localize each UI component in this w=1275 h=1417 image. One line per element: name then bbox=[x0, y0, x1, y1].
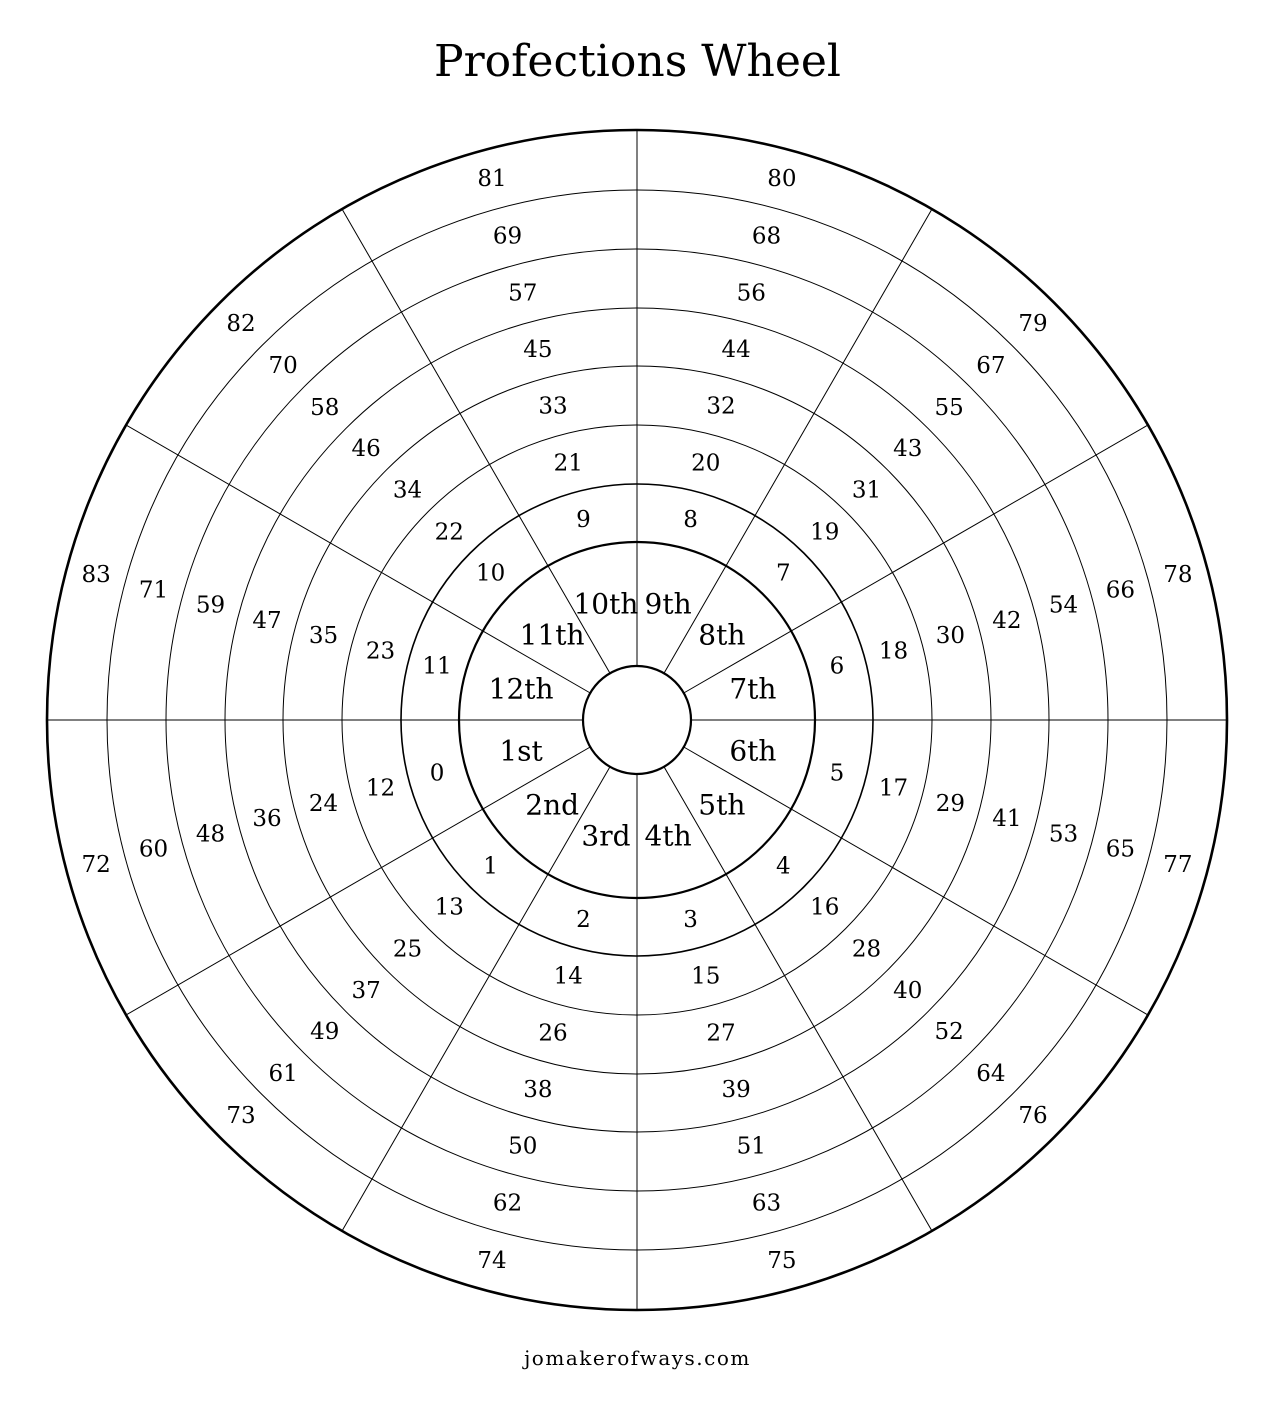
age-label: 4 bbox=[776, 853, 791, 880]
age-label: 78 bbox=[1163, 562, 1193, 589]
age-label: 51 bbox=[736, 1133, 766, 1160]
age-label: 59 bbox=[195, 592, 226, 619]
age-label: 24 bbox=[308, 790, 339, 817]
spoke-line bbox=[664, 209, 932, 673]
age-label: 18 bbox=[878, 638, 909, 665]
wheel-lines bbox=[47, 130, 1227, 1310]
age-label: 82 bbox=[226, 311, 256, 338]
age-label: 34 bbox=[392, 477, 423, 504]
age-label: 54 bbox=[1048, 592, 1079, 619]
page-title: Profections Wheel bbox=[434, 36, 841, 87]
age-label: 2 bbox=[576, 906, 591, 933]
age-label: 55 bbox=[934, 394, 964, 421]
age-label: 12 bbox=[365, 775, 396, 802]
age-label: 38 bbox=[523, 1076, 553, 1103]
center-circle bbox=[583, 666, 691, 774]
age-label: 63 bbox=[751, 1190, 782, 1217]
age-label: 83 bbox=[81, 562, 111, 589]
house-label-10th: 10th bbox=[573, 587, 639, 621]
house-label-5th: 5th bbox=[698, 788, 746, 822]
age-label: 57 bbox=[508, 280, 538, 307]
age-label: 39 bbox=[721, 1076, 751, 1103]
age-label: 11 bbox=[422, 653, 452, 680]
age-label: 29 bbox=[935, 790, 966, 817]
age-label: 27 bbox=[706, 1020, 736, 1047]
age-label: 80 bbox=[767, 166, 797, 193]
house-label-11th: 11th bbox=[519, 618, 585, 652]
age-label: 67 bbox=[976, 353, 1006, 380]
age-label: 49 bbox=[310, 1019, 340, 1046]
age-label: 33 bbox=[538, 393, 568, 420]
age-label: 26 bbox=[538, 1020, 568, 1047]
house-label-2nd: 2nd bbox=[525, 788, 580, 822]
house-label-1st: 1st bbox=[499, 734, 543, 768]
age-label: 65 bbox=[1105, 836, 1136, 863]
house-label-7th: 7th bbox=[729, 672, 777, 706]
age-label: 16 bbox=[810, 894, 840, 921]
age-label: 35 bbox=[308, 623, 339, 650]
age-label: 23 bbox=[365, 638, 396, 665]
spoke-line bbox=[664, 767, 932, 1231]
age-label: 74 bbox=[477, 1247, 507, 1274]
age-label: 68 bbox=[751, 223, 782, 250]
age-label: 64 bbox=[976, 1060, 1006, 1087]
site-footer: jomakerofways.com bbox=[524, 1346, 751, 1370]
age-label: 22 bbox=[434, 519, 464, 546]
age-label: 69 bbox=[492, 223, 523, 250]
age-label: 62 bbox=[492, 1190, 523, 1217]
age-label: 58 bbox=[310, 394, 340, 421]
age-label: 44 bbox=[721, 337, 751, 364]
age-label: 1 bbox=[483, 853, 498, 880]
age-label: 75 bbox=[767, 1247, 797, 1274]
age-label: 50 bbox=[508, 1133, 538, 1160]
spoke-line bbox=[684, 747, 1148, 1015]
age-label: 19 bbox=[810, 519, 840, 546]
age-label: 32 bbox=[706, 393, 736, 420]
age-label: 10 bbox=[475, 560, 506, 587]
age-label: 21 bbox=[553, 450, 583, 477]
spoke-line bbox=[126, 425, 590, 693]
age-label: 52 bbox=[934, 1019, 964, 1046]
age-label: 8 bbox=[683, 507, 698, 534]
age-label: 14 bbox=[553, 963, 583, 990]
house-label-6th: 6th bbox=[729, 734, 777, 768]
age-label: 81 bbox=[477, 166, 507, 193]
spoke-line bbox=[342, 767, 610, 1231]
age-label: 53 bbox=[1048, 821, 1079, 848]
house-label-4th: 4th bbox=[644, 819, 692, 853]
age-label: 60 bbox=[138, 836, 169, 863]
age-label: 40 bbox=[893, 977, 923, 1004]
age-label: 76 bbox=[1018, 1102, 1048, 1129]
age-label: 31 bbox=[851, 477, 882, 504]
age-label: 48 bbox=[195, 821, 226, 848]
age-label: 13 bbox=[434, 894, 464, 921]
spoke-line bbox=[342, 209, 610, 673]
spoke-line bbox=[684, 425, 1148, 693]
age-label: 46 bbox=[351, 436, 381, 463]
age-label: 71 bbox=[138, 577, 169, 604]
age-label: 43 bbox=[893, 436, 923, 463]
house-label-8th: 8th bbox=[698, 618, 746, 652]
age-label: 72 bbox=[81, 851, 111, 878]
age-label: 70 bbox=[268, 353, 298, 380]
age-label: 25 bbox=[392, 936, 423, 963]
age-label: 56 bbox=[736, 280, 766, 307]
age-label: 30 bbox=[935, 623, 966, 650]
age-label: 73 bbox=[226, 1102, 256, 1129]
age-label: 6 bbox=[829, 653, 845, 680]
age-label: 42 bbox=[992, 607, 1022, 634]
age-label: 0 bbox=[429, 760, 445, 787]
age-label: 41 bbox=[992, 806, 1022, 833]
age-label: 77 bbox=[1163, 851, 1193, 878]
age-label: 9 bbox=[576, 507, 591, 534]
age-label: 7 bbox=[776, 560, 791, 587]
house-label-12th: 12th bbox=[488, 672, 554, 706]
age-label: 47 bbox=[252, 607, 282, 634]
spoke-line bbox=[126, 747, 590, 1015]
age-label: 3 bbox=[683, 906, 698, 933]
age-label: 66 bbox=[1105, 577, 1136, 604]
age-label: 5 bbox=[829, 760, 845, 787]
house-label-3rd: 3rd bbox=[581, 819, 631, 853]
age-label: 20 bbox=[691, 450, 721, 477]
age-label: 37 bbox=[351, 977, 381, 1004]
age-label: 61 bbox=[268, 1060, 298, 1087]
house-label-9th: 9th bbox=[644, 587, 692, 621]
age-label: 36 bbox=[252, 806, 282, 833]
age-label: 28 bbox=[851, 936, 882, 963]
age-label: 45 bbox=[523, 337, 553, 364]
age-label: 79 bbox=[1018, 311, 1048, 338]
age-label: 15 bbox=[691, 963, 721, 990]
age-label: 17 bbox=[878, 775, 909, 802]
